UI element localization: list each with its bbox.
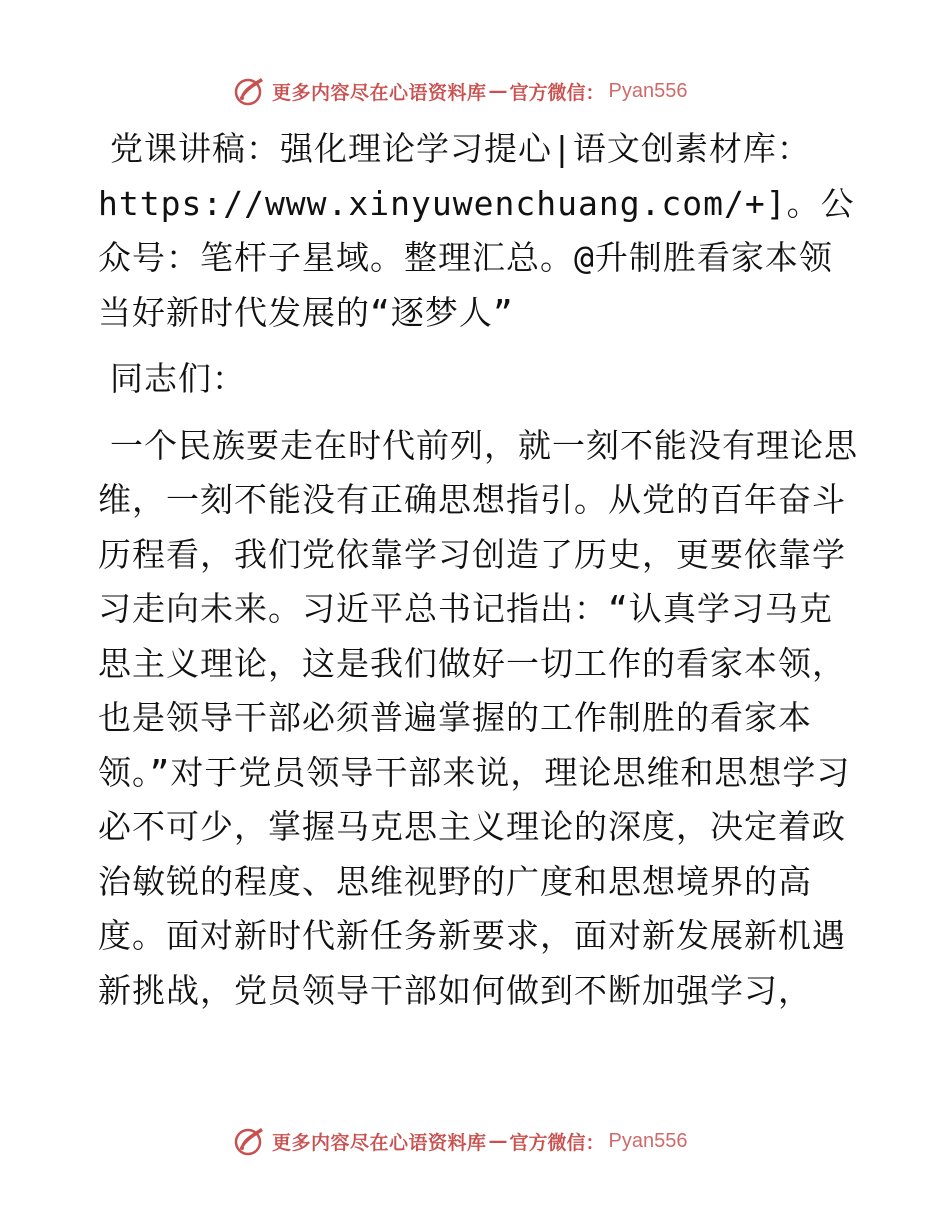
separator: —: [488, 1130, 508, 1152]
greeting: 同志们：: [110, 359, 246, 398]
wechat-handle: Pyan556: [608, 79, 688, 102]
document-title: 党课讲稿：强化理论学习提心|语文创素材库：https://www.xinyuwenchuang.com/+]。公众号：笔杆子星域。整理汇总。@升制胜看家本领当好新时代发展的“逐梦人”: [98, 129, 855, 332]
separator: —: [488, 80, 508, 102]
header-watermark-banner: [232, 74, 688, 108]
wechat-label: 官方微信：: [509, 1131, 605, 1154]
wechat-label: 官方微信：: [509, 81, 605, 104]
footer-watermark-banner: [232, 1124, 688, 1158]
promo-text: 更多内容尽在心语资料库: [272, 81, 487, 104]
document-body: [98, 122, 858, 1018]
paragraph: 一个民族要走在时代前列，就一刻不能没有理论思维，一刻不能没有正确思想指引。从党的百年奋斗历程看，我们党依靠学习创造了历史，更要依靠学习走向未来。习近平总书记指出：“认真学习马克思主义理论，这是我们做好一切工作的看家本领，也是领导干部必须普遍掌握的工作制胜的看家本领。”对于党员领导干部来说，理论思维和思想学习必不可少，掌握马克思主义理论的深度，决定着政治敏锐的程度、思维视野的广度和思想境界的高度。面对新时代新任务新要求，面对新发展新机遇新挑战，党员领导干部如何做到不断加强学习，: [98, 425, 858, 1010]
promo-text: 更多内容尽在心语资料库: [272, 1131, 487, 1154]
pen-logo-icon: [232, 1124, 266, 1158]
pen-logo-icon: [232, 74, 266, 108]
wechat-handle: Pyan556: [608, 1129, 688, 1152]
